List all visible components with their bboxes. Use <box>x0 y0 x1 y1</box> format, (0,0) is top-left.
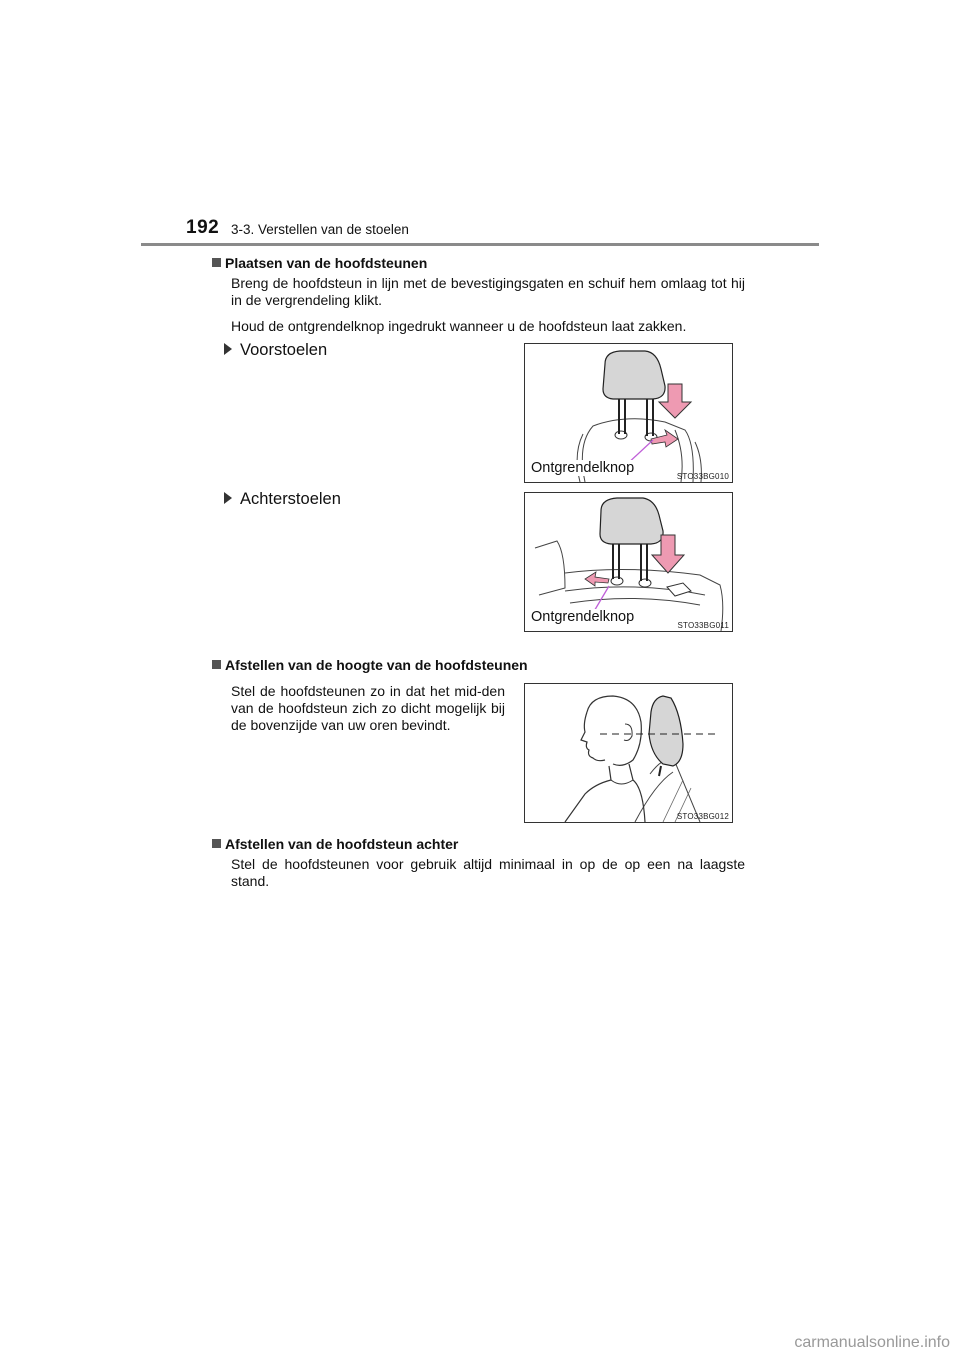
release-button-label: Ontgrendelknop <box>531 609 635 625</box>
figure-code: STO33BG011 <box>677 621 729 630</box>
heading-adjust-rear-headrest <box>212 836 458 852</box>
subsection-rear-seats <box>224 490 341 509</box>
subsection-front-seats <box>224 341 327 360</box>
paragraph-hold-release-button: Houd de ontgrendelknop ingedrukt wanneer u de hoofdsteun laat zakken. <box>231 318 687 334</box>
page-number: 192 <box>186 217 220 238</box>
heading-text: Plaatsen van de hoofdsteunen <box>225 255 428 271</box>
section-title: 3-3. Verstellen van de stoelen <box>231 222 409 237</box>
heading-adjust-height <box>212 657 528 673</box>
release-button-label: Ontgrendelknop <box>531 460 635 476</box>
figure-head-position <box>524 683 733 823</box>
figure-rear-seat-headrest <box>524 492 733 632</box>
heading-text: Afstellen van de hoogte van de hoofdsteunen <box>225 657 528 673</box>
triangle-bullet-icon <box>224 492 232 504</box>
square-bullet-icon <box>212 660 221 669</box>
square-bullet-icon <box>212 258 221 267</box>
paragraph-height-instruction: Stel de hoofdsteunen zo in dat het mid-den van de hoofdsteun zich zo dicht mogelijk bij de bovenzijde van uw oren bevindt. <box>231 683 505 733</box>
head-position-illustration <box>525 684 732 822</box>
paragraph-align-headrest: Breng de hoofdsteun in lijn met de bevestigingsgaten en schuif hem omlaag tot hij in de vergrendeling klikt. <box>231 275 745 308</box>
figure-front-seat-headrest <box>524 343 733 483</box>
subsection-label: Achterstoelen <box>240 490 341 508</box>
heading-placing-headrests <box>212 255 427 271</box>
header-divider <box>141 243 819 246</box>
figure-code: STO33BG010 <box>676 472 729 481</box>
subsection-label: Voorstoelen <box>240 341 328 359</box>
triangle-bullet-icon <box>224 343 232 355</box>
figure-code: STO33BG012 <box>676 812 729 821</box>
heading-text: Afstellen van de hoofdsteun achter <box>225 836 459 852</box>
square-bullet-icon <box>212 839 221 848</box>
watermark: carmanualsonline.info <box>794 1334 950 1351</box>
paragraph-rear-headrest-instruction: Stel de hoofdsteunen voor gebruik altijd minimaal in op de op een na laagste stand. <box>231 856 745 889</box>
